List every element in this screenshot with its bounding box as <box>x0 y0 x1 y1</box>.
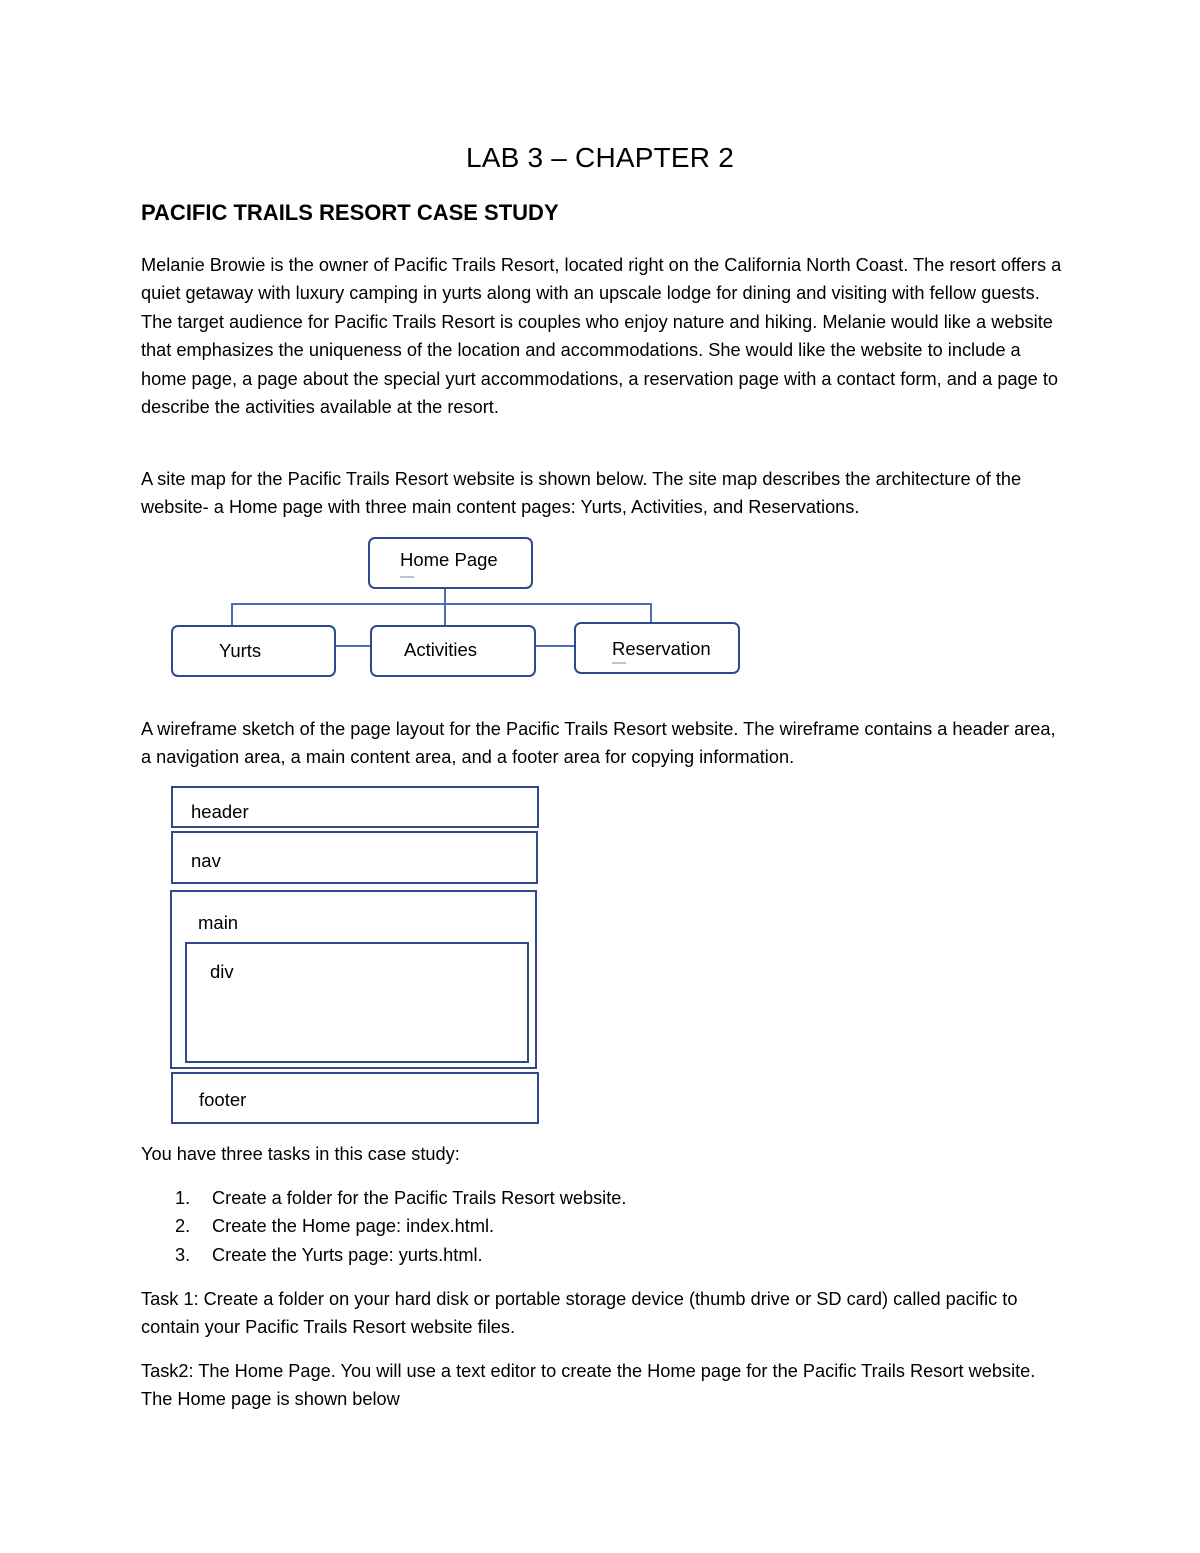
wireframe-header <box>171 786 539 828</box>
connector-home-vertical <box>444 589 446 626</box>
mark <box>400 576 414 578</box>
sitemap-yurts-label: Yurts <box>219 640 262 661</box>
sitemap-intro-paragraph: A site map for the Pacific Trails Resort website is shown below. The site map describes the architecture of the website- a Home page with three main content pages: Yurts, Activities, and Reservations. <box>141 469 1022 518</box>
wireframe-main <box>170 890 537 1069</box>
wireframe-footer <box>171 1072 539 1124</box>
wireframe-intro-paragraph: A wireframe sketch of the page layout for the Pacific Trails Resort website. The wireframe contains a header area, a navigation area, a main content area, and a footer area for copying information. <box>141 719 1056 768</box>
wireframe-header-label: header <box>191 801 249 822</box>
list-item <box>141 1184 626 1212</box>
wireframe-nav-label: nav <box>191 850 221 871</box>
list-item <box>141 1241 626 1269</box>
sitemap-activities-label: Activities <box>404 639 477 660</box>
wireframe-nav <box>171 831 538 884</box>
task-number: 2. <box>175 1216 191 1237</box>
task-text: Create the Home page: index.html. <box>212 1216 495 1237</box>
sitemap-reservation-label: Reservation <box>612 638 711 659</box>
sitemap-reservation <box>574 622 740 674</box>
case-study-heading: PACIFIC TRAILS RESORT CASE STUDY <box>141 200 559 225</box>
page-title: LAB 3 – CHAPTER 2 <box>466 142 734 173</box>
connector-reservation <box>650 603 652 623</box>
connector-horizontal <box>231 603 652 605</box>
connector-yurts <box>231 603 233 626</box>
mark <box>612 662 626 664</box>
connector-activities-reservation <box>535 645 575 647</box>
task-text: Create a folder for the Pacific Trails Resort website. <box>212 1188 627 1208</box>
sitemap-home-page <box>368 537 533 589</box>
task2-paragraph: Task2: The Home Page. You will use a text editor to create the Home page for the Pacific Trails Resort website. The Home page is shown below <box>141 1361 1036 1410</box>
sitemap-activities <box>370 625 536 677</box>
task1-paragraph: Task 1: Create a folder on your hard disk or portable storage device (thumb drive or SD card) called pacific to contain your Pacific Trails Resort website files. <box>141 1289 1018 1338</box>
task-number: 3. <box>175 1244 191 1265</box>
task-text: Create the Yurts page: yurts.html. <box>212 1244 483 1265</box>
task-number: 1. <box>175 1188 191 1208</box>
sitemap-home-label: Home Page <box>400 549 498 570</box>
task-list <box>141 1184 626 1269</box>
wireframe-div <box>185 942 529 1063</box>
sitemap-yurts <box>171 625 336 677</box>
list-item <box>141 1212 626 1240</box>
connector-yurts-activities <box>335 645 371 647</box>
intro-paragraph: Melanie Browie is the owner of Pacific Trails Resort, located right on the California North Coast. The resort offers a quiet getaway with luxury camping in yurts along with an upscale lodge for dining and visiting with fellow guests. The target audience for Pacific Trails Resort is couples who enjoy nature and hiking. Melanie would like a website that emphasizes the uniqueness of the location and accommodations. She would like the website to include a home page, a page about the special yurt accommodations, a reservation page with a contact form, and a page to describe the activities available at the resort. <box>141 255 1062 418</box>
wireframe-footer-label: footer <box>199 1089 247 1110</box>
wireframe-main-label: main <box>198 912 239 933</box>
wireframe-div-label: div <box>210 961 234 982</box>
tasks-intro: You have three tasks in this case study: <box>141 1144 460 1164</box>
